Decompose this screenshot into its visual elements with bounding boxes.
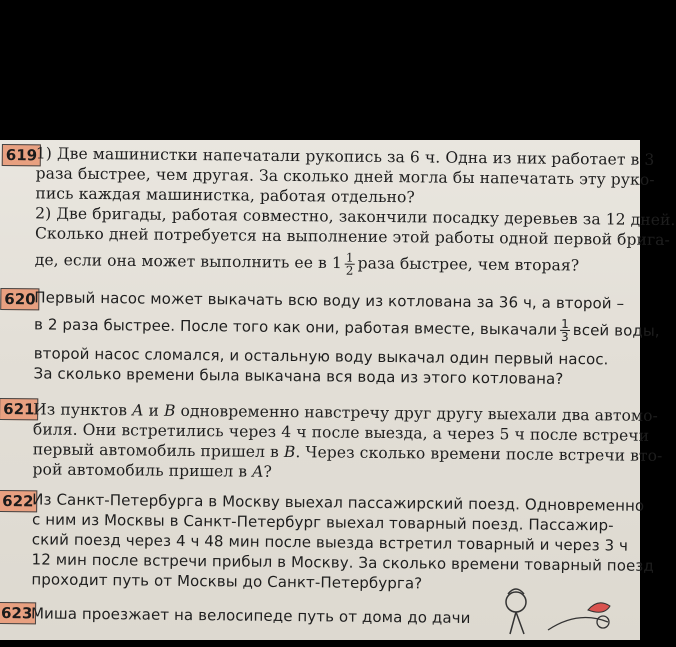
p621-text: одновременно навстречу друг другу выехали два автомо- [175, 401, 659, 425]
p622-line-2: с ним из Москвы в Санкт-Петербург выехал товарный поезд. Пассажир- [31, 510, 614, 535]
p620-line-3: второй насос сломался, и остальную воду выкачал один первый насос. [33, 344, 609, 369]
p619-line-6 [35, 248, 580, 279]
p619-line-1: 1) Две машинистки напечатали рукопись за 6 ч. Одна из них работает в 3 [35, 144, 655, 169]
cyclist-illustration [488, 580, 638, 640]
problem-number-619: 619 [2, 144, 42, 166]
p619-line-6-start: де, если она может выполнить ее в 1 [34, 250, 342, 273]
p621-text: Из пунктов [33, 400, 133, 420]
problem-number-621: 621 [0, 398, 39, 420]
fraction-numerator: 1 [561, 316, 569, 331]
p620-line-2 [34, 312, 660, 344]
point-b: B [283, 442, 296, 462]
p620-line-2-end: всей воды, [572, 321, 660, 340]
p623-line-1: Миша проезжает на велосипеде путь от дома до дачи [30, 604, 471, 627]
p622-line-5: проходит путь от Москвы до Санкт-Петербурга? [31, 570, 423, 593]
p620-line-1: Первый насос может выкачать всю воду из котлована за 36 ч, а второй – [34, 288, 625, 313]
p619-line-4: 2) Две бригады, работая совместно, закончили посадку деревьев за 12 дней. [35, 204, 676, 230]
fraction-denominator: 2 [345, 263, 354, 278]
page-content [0, 140, 676, 647]
p621-line-2: биля. Они встретились через 4 ч после выезда, а через 5 ч после встречи [32, 420, 650, 445]
p621-text: первый автомобиль пришел в [32, 440, 285, 461]
point-b: B [163, 401, 176, 420]
problem-number-620: 620 [0, 288, 40, 310]
p621-line-4 [32, 460, 272, 481]
p619-line-6-end: раза быстрее, чем вторая? [357, 254, 580, 275]
fraction-one-third [560, 318, 570, 343]
fraction-numerator: 1 [345, 250, 354, 265]
p621-text: и [143, 401, 165, 420]
p620-line-4: За сколько времени была выкачана вся вода из этого котлована? [33, 364, 564, 388]
p622-line-4: 12 мин после встречи прибыл в Москву. За сколько времени товарный поезд [31, 550, 654, 575]
p621-text: рой автомобиль пришел в [32, 460, 253, 481]
textbook-page [0, 140, 676, 640]
p619-line-2: раза быстрее, чем другая. За сколько дней могла бы напечатать эту руко- [35, 164, 655, 189]
p621-text: . Через сколько времени после встречи вто- [295, 443, 663, 465]
p621-text: ? [263, 462, 273, 481]
point-a: A [252, 462, 264, 481]
fraction-denominator: 3 [560, 329, 569, 344]
problem-number-623: 623 [0, 602, 36, 624]
p622-line-3: ский поезд через 4 ч 48 мин после выезда встретил товарный и через 3 ч [31, 530, 629, 555]
p620-line-2-start: в 2 раза быстрее. После того как они, работая вместе, выкачали [33, 315, 558, 339]
problem-number-622: 622 [0, 490, 38, 512]
fraction-one-half [345, 252, 355, 277]
p622-line-1: Из Санкт-Петербурга в Москву выехал пассажирский поезд. Одновременно [32, 490, 645, 515]
point-a: A [132, 401, 144, 420]
p619-line-3: пись каждая машинистка, работая отдельно? [35, 184, 415, 207]
p619-line-5: Сколько дней потребуется на выполнение этой работы одной первой брига- [34, 224, 670, 250]
